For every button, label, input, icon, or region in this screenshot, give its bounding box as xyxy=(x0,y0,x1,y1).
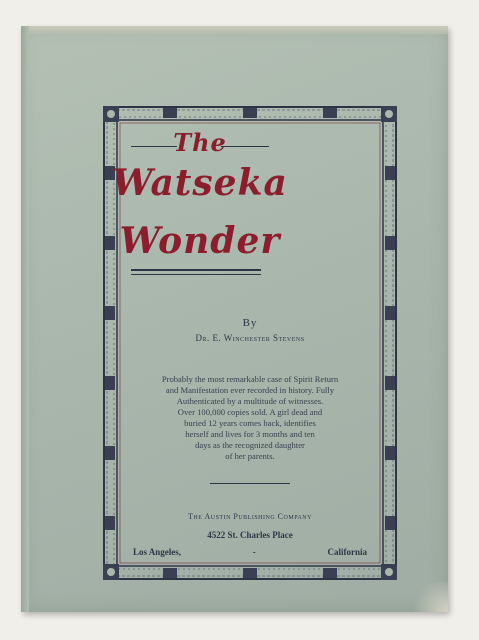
description-line: days as the recognized daughter xyxy=(195,440,305,450)
description xyxy=(121,374,379,462)
description-line: Authenticated by a multitude of witnesses. xyxy=(176,396,324,406)
description-line: Probably the most remarkable case of Spirit Return xyxy=(161,374,339,384)
description-line: buried 12 years comes back, identifies xyxy=(184,418,316,428)
publisher-location xyxy=(133,547,367,557)
book-cover xyxy=(21,26,448,612)
cover-corner-wear xyxy=(408,582,448,612)
title-underline-thin xyxy=(131,274,261,275)
description-line: Over 100,000 copies sold. A girl dead and xyxy=(177,407,323,417)
title-the: The xyxy=(173,128,227,157)
author-name: Dr. E. Winchester Stevens xyxy=(195,333,305,343)
title-line-2: Wonder xyxy=(119,220,281,262)
description-line: and Manifestation ever recorded in history. Fully xyxy=(165,385,335,395)
description-line: of her parents. xyxy=(225,451,275,461)
publisher-name: The Austin Publishing Company xyxy=(188,512,312,521)
ornamental-border-frame xyxy=(103,106,397,580)
title-underline-thick xyxy=(131,269,261,271)
byline: By xyxy=(242,317,258,329)
location-separator: - xyxy=(252,547,256,557)
publisher-address: 4522 St. Charles Place xyxy=(207,530,293,540)
cover-spine-edge xyxy=(21,26,29,612)
title-line-1: Watseka xyxy=(112,162,288,204)
publisher-state: California xyxy=(327,547,367,557)
section-divider xyxy=(210,483,290,484)
cover-top-edge xyxy=(21,26,448,34)
description-line: herself and lives for 3 months and ten xyxy=(185,429,315,439)
publisher-city: Los Angeles, xyxy=(133,547,182,557)
